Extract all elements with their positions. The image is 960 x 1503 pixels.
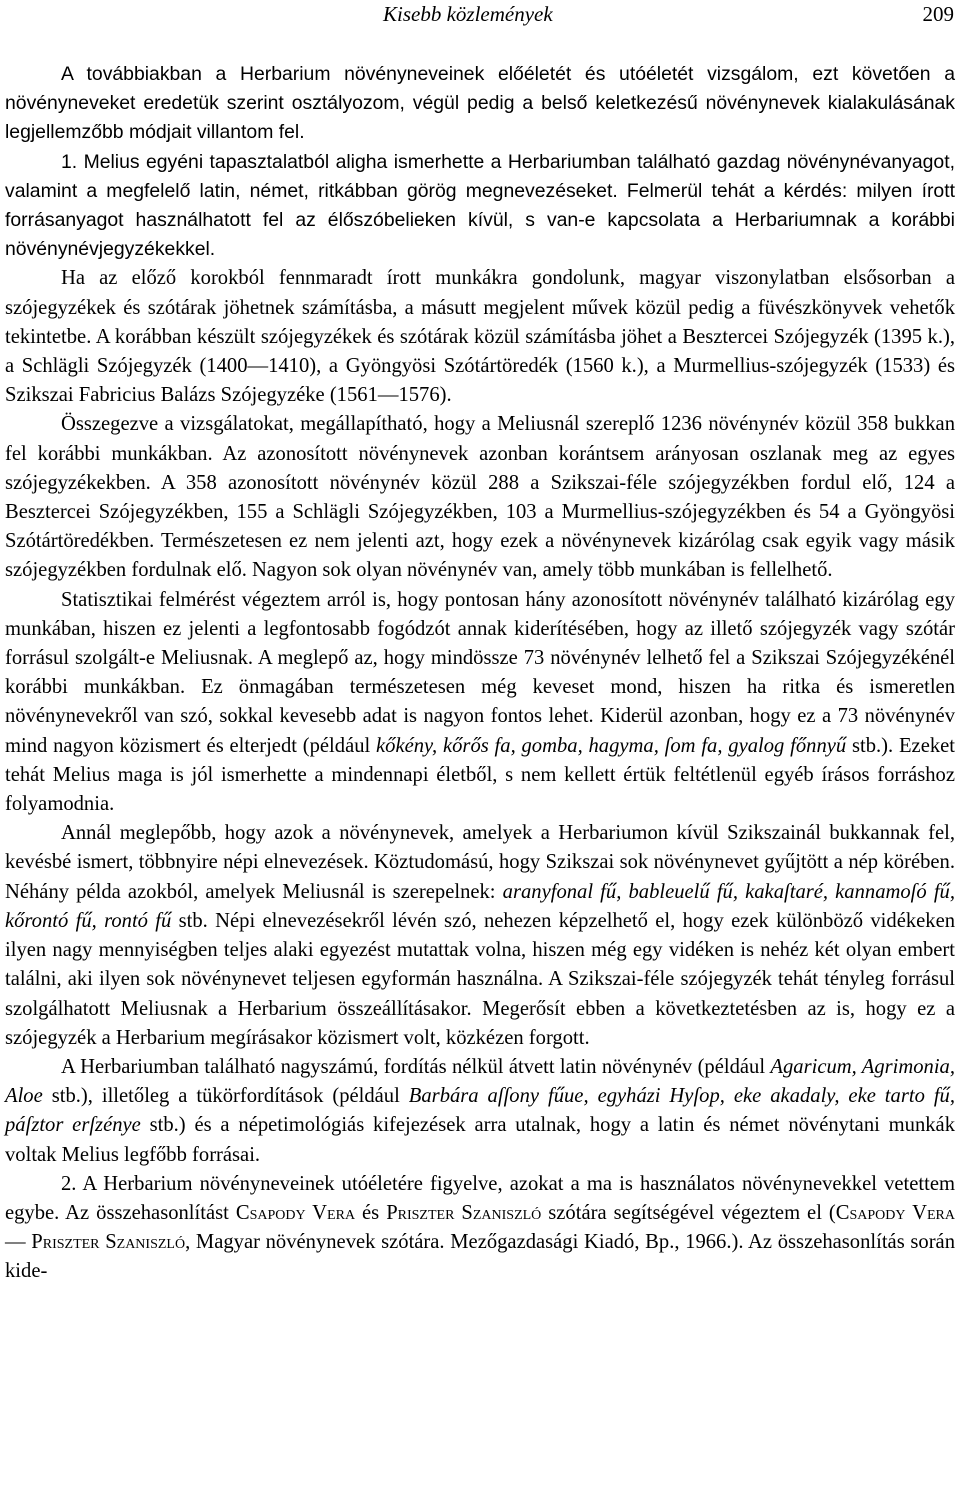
paragraph-text: , Magyar növénynevek szótára. Mezőgazdasági Kiadó, Bp., 1966.). Az összehasonlítás során kide- <box>5 1231 955 1283</box>
paragraph-text: stb.), illetőleg a tükörfordítások (például <box>42 1085 409 1108</box>
author-name: Priszter Szaniszló <box>386 1201 542 1224</box>
running-title: Kisebb közlemények <box>383 2 553 26</box>
page-header <box>0 0 960 30</box>
author-name: Csapody Vera <box>235 1201 356 1224</box>
paragraph-text: 1. Melius egyéni tapasztalatból aligha ismerhette a Herbariumban található gazdag növénynévanyagot, valamint a megfelelő latin, német, ritkábban görög megnevezéseket. Felmerül tehát a kérdés: milyen írott forrásanyagot használhatott fel az élőszóbelieken kívül, s van-e kapcsolata a Herbariumnak a korábbi növénynévjegyzékekkel. <box>5 150 955 261</box>
paragraph-text: és <box>355 1201 387 1224</box>
page-number: 209 <box>922 2 954 26</box>
italic-plant-names: kőkény, kőrős fa, gomba, hagyma, ſom fa, gyalog főnnyű <box>376 734 847 757</box>
italic-latin-names: Agaricum, Agrimonia, Aloe <box>5 1055 955 1108</box>
paragraph-sources <box>5 264 955 410</box>
paragraph-text: stb. Népi elnevezésekről lévén szó, nehezen képzelhető el, hogy ezek különböző vidékeken ilyen nagy mennyiségben teljes alaki egyezést mutattak volna, hiszen még egy vidéken is nehéz két olyan embert találni, aki ilyen sok növénynevet teljesen egyformán használna. A Szikszai-féle szójegyzék tehát tényleg forrásul szolgálhatott Meliusnak a Herbarium összeállításakor. Megerősít ebben a következtetésben az is, hogy ez a szójegyzék a Herbarium megírásakor közismert volt, közkézen forgott. <box>5 909 956 1049</box>
paragraph-text: A Herbariumban található nagyszámú, fordítás nélkül átvett latin növénynév (például <box>61 1055 771 1078</box>
paragraph-text: Összegezve a vizsgálatokat, megállapítható, hogy a Meliusnál szereplő 1236 növénynév közül 358 bukkan fel korábbi munkákban. Az azonosított növénynevek azonban korántsem arányosan oszlanak meg az egyes szójegyzékekben. A 358 azonosított növénynév közül 288 a Szikszai-féle szójegyzékben fordul elő, 124 a Besztercei Szójegyzékben, 155 a Schlägli Szójegyzékben, 103 a Murmellius-szójegyzékben és 54 a Gyöngyösi Szótártöredékben. Természetesen ez nem jelenti azt, hogy ezek a növénynevek kizárólag csak egyik vagy másik szójegyzékben fordulnak elő. Nagyon sok olyan növénynév van, amely több munkában is fellelhető. <box>5 413 955 582</box>
italic-calque-names: Barbára aſſony fűue, egyházi Hyſop, eke akadaly, eke tarto fű, páſztor erſzénye <box>5 1085 955 1137</box>
paragraph-summary <box>5 410 955 585</box>
paragraph-text: Statisztikai felmérést végeztem arról is, hogy pontosan hány azonosított növénynév található kizárólag egy munkában, hiszen ez jelenti a legfontosabb fogódzót annak kiderítésében, hogy az illető szójegyzék vagy szótár forrásul szolgált-e Meliusnak. A meglepő az, hogy mindössze 73 növénynév lelhető fel a Szikszai Szójegyzékénél korábbi munkákban. Ez önmagában természetesen még keveset mond, hiszen ha ritka és ismeretlen növénynevekről van szó, sokkal kevesebb adat is nagyon fontos lehet. Kiderül azonban, hogy ez a 73 növénynév mind nagyon közismert és elterjedt (például <box>5 588 955 757</box>
paragraph-text: stb.) és a népetimológiás kifejezések arra utalnak, hogy a latin és német növénytani munkák voltak Melius legfőbb forrásai. <box>5 1114 955 1166</box>
author-name: Csapody Vera <box>835 1201 955 1224</box>
paragraph-text: 2. A Herbarium növényneveinek utóéletére figyelve, azokat a ma is használatos növénynevekkel vetettem egybe. Az összehasonlítást <box>5 1172 955 1224</box>
paragraph-text: szótára segítségével végeztem el ( <box>541 1201 836 1224</box>
paragraph-text: A továbbiakban a Herbarium növényneveinek előéletét és utóéletét vizsgálom, ezt követően a növényneveket eredetük szerint osztályozom, végül pedig a belső keletkezésű növénynevek kialakulásának legjellemzőbb módjait villantom fel. <box>5 63 955 144</box>
paragraph-latin-sources <box>5 1053 955 1170</box>
paragraph-statistics <box>5 586 955 820</box>
italic-plant-names: aranyfonal fű, bableuelű fű, kakaſtaré, kannamoſó fű, kőrontó fű, rontó fű <box>5 880 955 932</box>
article-body <box>5 60 955 1287</box>
paragraph-text: Ha az előző korokból fennmaradt írott munkákra gondolunk, magyar viszonylatban elsősorban a szójegyzékek és szótárak jöhetnek számításba, a másutt megjelent művek közül pedig a füvészkönyvek vehetők tekintetbe. A korábban készült szójegyzékek és szótárak közül számításba jöhet a Besztercei Szójegyzék (1395 k.), a Schlägli Szójegyzék (1400—1410), a Gyöngyösi Szótártöredék (1560 k.), a Murmellius-szójegyzék (1533) és Szikszai Fabricius Balázs Szójegyzéke (1561—1576). <box>5 267 955 407</box>
paragraph-text: — <box>5 1231 32 1254</box>
paragraph-folk-names <box>5 819 955 1053</box>
paragraph-section-1 <box>5 148 955 265</box>
paragraph-section-2 <box>5 1170 955 1287</box>
paragraph-text: stb.). Ezeket tehát Melius maga is jól ismerhette a mindennapi életből, s nem kellett értük feltétlenül egyéb írásos forráshoz folyamodnia. <box>5 734 955 816</box>
paragraph-text: Annál meglepőbb, hogy azok a növénynevek, amelyek a Herbariumon kívül Szikszainál bukkannak fel, kevésbé ismert, többnyire népi elnevezések. Köztudomású, hogy Szikszai sok növénynevet gyűjtött a nép körében. Néhány példa azokból, amelyek Meliusnál is szerepelnek: <box>5 822 955 903</box>
paragraph-intro <box>5 60 955 148</box>
author-name: Priszter Szaniszló <box>31 1231 186 1254</box>
